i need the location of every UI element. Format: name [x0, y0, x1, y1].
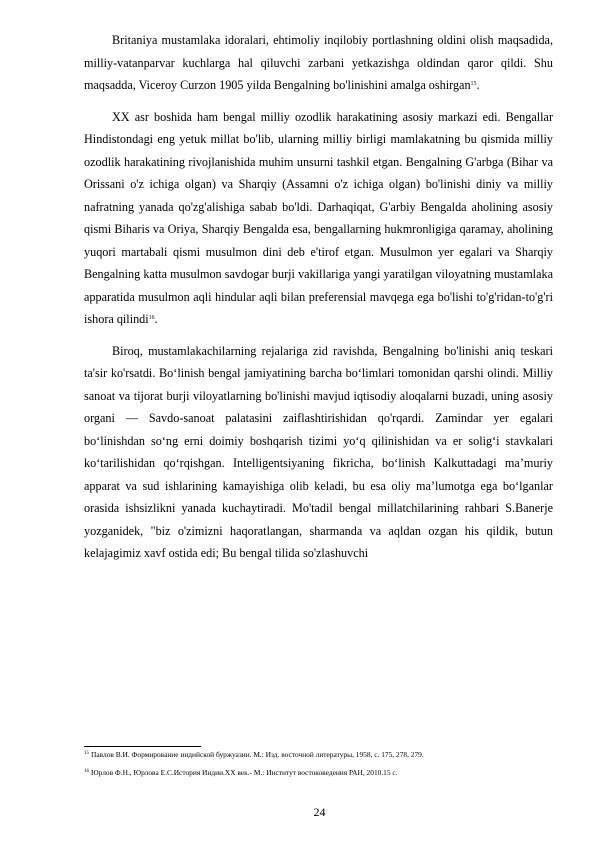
- footnote-ref-15[interactable]: 15: [470, 81, 477, 87]
- paragraph-3: [84, 340, 553, 565]
- paragraph-3-text: Biroq, mustamlakachilarning rejalariga zid ravishda, Bengalning bo'linishi aniq teskari ta'sir ko'rsatdi. Bo‘linish bengal jamiyatining barcha bo‘limlari tomonidan qarshi olindi. Milliy sanoat va tijorat burji viloyatlarning bo'linishi mavjud iqtisodiy aloqalarni buzadi, uning asosiy organi — Savdo-sanoat palatasini zaiflashtirishidan qo'rqardi. Zamindar yer egalari bo‘linishdan so‘ng erni doimiy boshqarish tizimi yo‘q qilinishidan va er solig‘i stavkalari ko‘tarilishidan qo‘rqishgan. Intelligentsiyaning fikricha, bo‘linish Kalkuttadagi maʼmuriy apparat va sud ishlarining kamayishiga olib keladi, bu esa oliy maʼlumotga ega bo‘lganlar orasida ishsizlikni yanada kuchaytiradi. Mo'tadil bengal millatchilarining rahbari S.Banerje yozganidek, "biz o'zimizni haqoratlangan, sharmanda va aqldan ozgan his qildik, butun kelajagimiz xavf ostida edi; Bu bengal tilida so'zlashuvchi: [84, 343, 553, 560]
- paragraph-1: [84, 29, 553, 97]
- footnote-number: 15: [84, 751, 89, 756]
- body-text: [84, 29, 553, 574]
- paragraph-1-text: Britaniya mustamlaka idoralari, ehtimoliy inqilobiy portlashning oldini olish maqsadida, milliy-vatanparvar kuchlarga hal qiluvchi zarbani yetkazishga oldindan qaror qildi. Shu maqsadda, Viceroy Curzon 1905 yilda Bengalning bo'linishini amalga oshirgan: [84, 33, 553, 92]
- page-number: 24: [313, 805, 326, 819]
- footnote-number: 16: [84, 769, 89, 774]
- paragraph-2-text: XX asr boshida ham bengal milliy ozodlik harakatining asosiy markazi edi. Bengallar Hindistondagi eng yetuk millat bo'lib, ularning milliy birligi mamlakatning bu qismida milliy ozodlik harakatining rivojlanishida muhim unsurni tashkil etgan. Bengalning G'arbga (Bihar va Orissani o'z ichiga olgan) va Sharqiy (Assamni o'z ichiga olgan) bo'linishi diniy va milliy nafratning yanada qo'zg'alishiga sabab bo'ldi. Darhaqiqat, G'arbiy Bengalda aholining asosiy qismi Biharis va Oriya, Sharqiy Bengalda esa, bengallarning hukmronligiga qaramay, aholining yuqori martabali qismi musulmon dini deb e'tirof etgan. Musulmon yer egalari va Sharqiy Bengalning katta musulmon savdogar burji vakillariga yangi yaratilgan viloyatning mustamlaka apparatida musulmon aqli hindular aqli bilan preferensial mavqega ega bo'lishi to'g'ridan-to'g'ri ishora qilindi: [84, 109, 553, 326]
- paragraph-2-tail: .: [154, 312, 158, 326]
- paragraph-2: [84, 106, 553, 331]
- footnote-16: [84, 766, 553, 778]
- footnotes: [84, 748, 553, 784]
- footnote-text: Павлов В.И. Формирование индийской буржуазии. М.: Изд. восточной литературы, 1958, с. 175, 278, 279.: [91, 750, 424, 759]
- footnote-text: Юрлов Ф.Н., Юрлова Е.С.История Индии.XX век.- М.: Институт востоковедения РАН, 2010.15 с.: [91, 768, 398, 777]
- footnote-divider: [84, 746, 201, 747]
- footnote-15: [84, 748, 553, 760]
- footnote-ref-16[interactable]: 16: [148, 315, 155, 321]
- paragraph-1-tail: .: [476, 78, 480, 92]
